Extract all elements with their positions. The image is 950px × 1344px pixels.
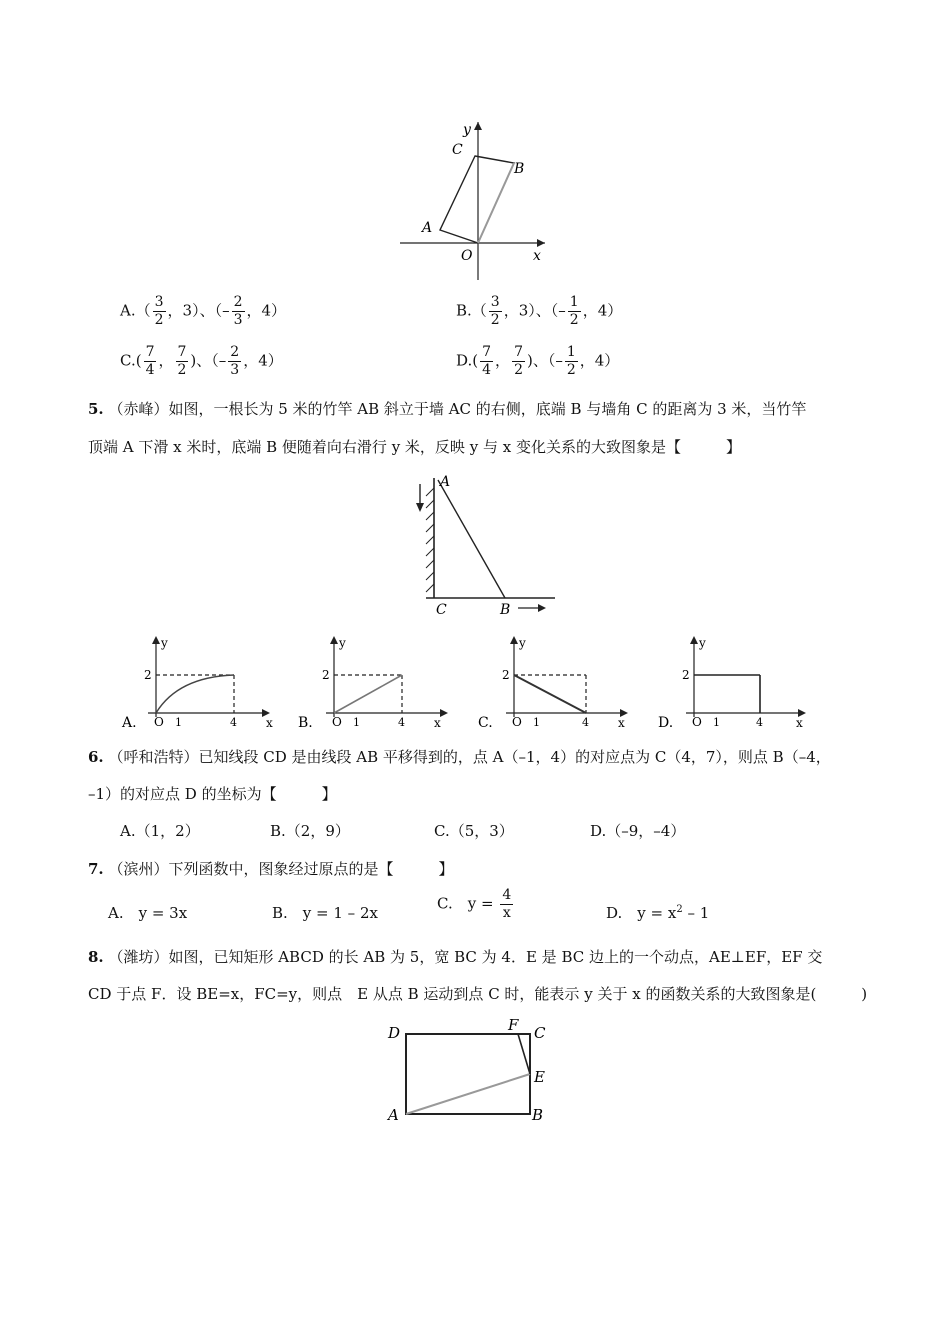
graph-c-x: x — [618, 716, 625, 730]
q5-b-label: B — [500, 602, 511, 618]
fraction: $\frac{7}{2}$ — [177, 344, 187, 378]
fraction: $\frac{1}{2}$ — [569, 294, 579, 328]
graph-b-zero: O — [332, 715, 342, 729]
question-number: 6. — [88, 748, 104, 766]
q8-d-label: D — [388, 1024, 401, 1042]
q8-text-line2: CD 于点 F．设 BE=x，FC=y，则点 E 从点 B 运动到点 C 时，能表示 y 关于 x 的函数关系的大致图象是( ) — [88, 985, 868, 1003]
fraction: $\frac{3}{2}$ — [154, 294, 164, 328]
graph-a-four: 4 — [230, 716, 237, 729]
graph-d-two: 2 — [682, 668, 690, 682]
fraction: $\frac{7}{2}$ — [514, 344, 523, 378]
q4-a-label: A — [422, 220, 433, 236]
graph-c-letter: C. — [478, 715, 493, 731]
graph-b-two: 2 — [322, 668, 330, 682]
q5-graph-d[interactable] — [656, 633, 818, 731]
q8-f-label: F — [508, 1016, 519, 1034]
q6-option-c[interactable]: C.（5，3） — [434, 822, 514, 840]
graph-b-x: x — [434, 716, 441, 730]
q5-text-line1: 5. （赤峰）如图，一根长为 5 米的竹竿 AB 斜立于墙 AC 的右侧，底端 B 与墙角 C 的距离为 3 米，当竹竿 — [88, 400, 807, 418]
graph-a-x: x — [266, 716, 273, 730]
q8-a-label: A — [388, 1106, 399, 1124]
graph-b-letter: B. — [298, 715, 313, 731]
graph-c-four: 4 — [582, 716, 589, 729]
q4-option-a[interactable]: A.（ $\frac{3}{2}$ ，3）、（– $\frac{2}{3}$ ，4） — [120, 294, 287, 328]
q7-text-line1: 7. （滨州）下列函数中，图象经过原点的是【 】 — [88, 860, 454, 878]
graph-a-two: 2 — [144, 668, 152, 682]
q5-c-label: C — [436, 602, 447, 618]
q5-a-label: A — [440, 474, 451, 490]
q5-ladder-figure — [410, 470, 570, 620]
graph-a-y: y — [161, 636, 168, 650]
q4-figure — [395, 112, 555, 284]
q4-x-label: x — [533, 248, 541, 264]
q5-graph-a[interactable] — [118, 633, 280, 731]
graph-d-zero: O — [692, 715, 702, 729]
graph-c-y: y — [519, 636, 526, 650]
graph-b-four: 4 — [398, 716, 405, 729]
q8-b-label: B — [532, 1106, 544, 1124]
q4-option-b[interactable]: B.（ $\frac{3}{2}$ ，3）、（– $\frac{1}{2}$ ，4） — [456, 294, 623, 328]
q4-c-label: C — [452, 142, 463, 158]
q4-option-d[interactable]: D.( $\frac{7}{4}$ ， $\frac{7}{2}$ )、（– $\frac{1}{2}$ ，4） — [456, 344, 620, 378]
graph-d-x: x — [796, 716, 803, 730]
question-number: 5. — [88, 400, 104, 418]
q6-option-d[interactable]: D.（–9，–4） — [590, 822, 686, 840]
graph-c-zero: O — [512, 715, 522, 729]
q6-option-b[interactable]: B.（2，9） — [270, 822, 350, 840]
q8-c-label: C — [534, 1024, 546, 1042]
fraction: $\frac{1}{2}$ — [566, 344, 576, 378]
q7-option-b[interactable]: B. y = 1 – 2x — [272, 904, 378, 922]
q6-text-line1: 6. （呼和浩特）已知线段 CD 是由线段 AB 平移得到的，点 A（–1，4）的对应点为 C（4，7），则点 B（–4， — [88, 748, 831, 766]
graph-d-one: 1 — [713, 716, 720, 729]
graph-a-letter: A. — [122, 715, 137, 731]
q5-graph-b[interactable] — [296, 633, 458, 731]
q8-rectangle-figure — [380, 1012, 560, 1128]
graph-a-zero: O — [154, 715, 164, 729]
fraction: $\frac{7}{4}$ — [482, 344, 492, 378]
fraction: $\frac{7}{4}$ — [145, 344, 155, 378]
graph-d-four: 4 — [756, 716, 763, 729]
q4-option-c[interactable]: C.( $\frac{7}{4}$ ， $\frac{7}{2}$ )、（– $\frac{2}{3}$ ，4） — [120, 344, 283, 378]
graph-d-y: y — [699, 636, 706, 650]
question-number: 7. — [88, 860, 104, 878]
q8-text-line1: 8. （潍坊）如图，已知矩形 ABCD 的长 AB 为 5，宽 BC 为 4．E 是 BC 边上的一个动点，AE⊥EF，EF 交 — [88, 948, 823, 966]
question-number: 8. — [88, 948, 104, 966]
fraction: $\frac{2}{3}$ — [230, 344, 240, 378]
fraction: $\frac{3}{2}$ — [490, 294, 500, 328]
q5-text-line2: 顶端 A 下滑 x 米时，底端 B 便随着向右滑行 y 米，反映 y 与 x 变化关系的大致图象是【 】 — [88, 438, 741, 456]
fraction: $\frac{2}{3}$ — [233, 294, 243, 328]
q7-option-d[interactable]: D. $y = x^2 - 1$ — [606, 904, 710, 922]
graph-a-one: 1 — [175, 716, 182, 729]
q7-option-c[interactable]: C. y = $\frac{4}{x}$ — [437, 887, 512, 921]
q4-o-label: O — [461, 248, 473, 264]
q4-b-label: B — [514, 161, 525, 177]
q6-text-line2: –1）的对应点 D 的坐标为【 】 — [88, 785, 337, 803]
graph-b-one: 1 — [353, 716, 360, 729]
graph-d-letter: D. — [658, 715, 674, 731]
graph-c-two: 2 — [502, 668, 510, 682]
q5-graph-c[interactable] — [476, 633, 638, 731]
q4-y-label: y — [463, 122, 471, 138]
q7-option-a[interactable]: A. y = 3x — [108, 904, 188, 922]
q6-option-a[interactable]: A.（1，2） — [120, 822, 200, 840]
fraction: $\frac{4}{x}$ — [502, 887, 512, 921]
graph-c-one: 1 — [533, 716, 540, 729]
graph-b-y: y — [339, 636, 346, 650]
q8-e-label: E — [534, 1068, 545, 1086]
